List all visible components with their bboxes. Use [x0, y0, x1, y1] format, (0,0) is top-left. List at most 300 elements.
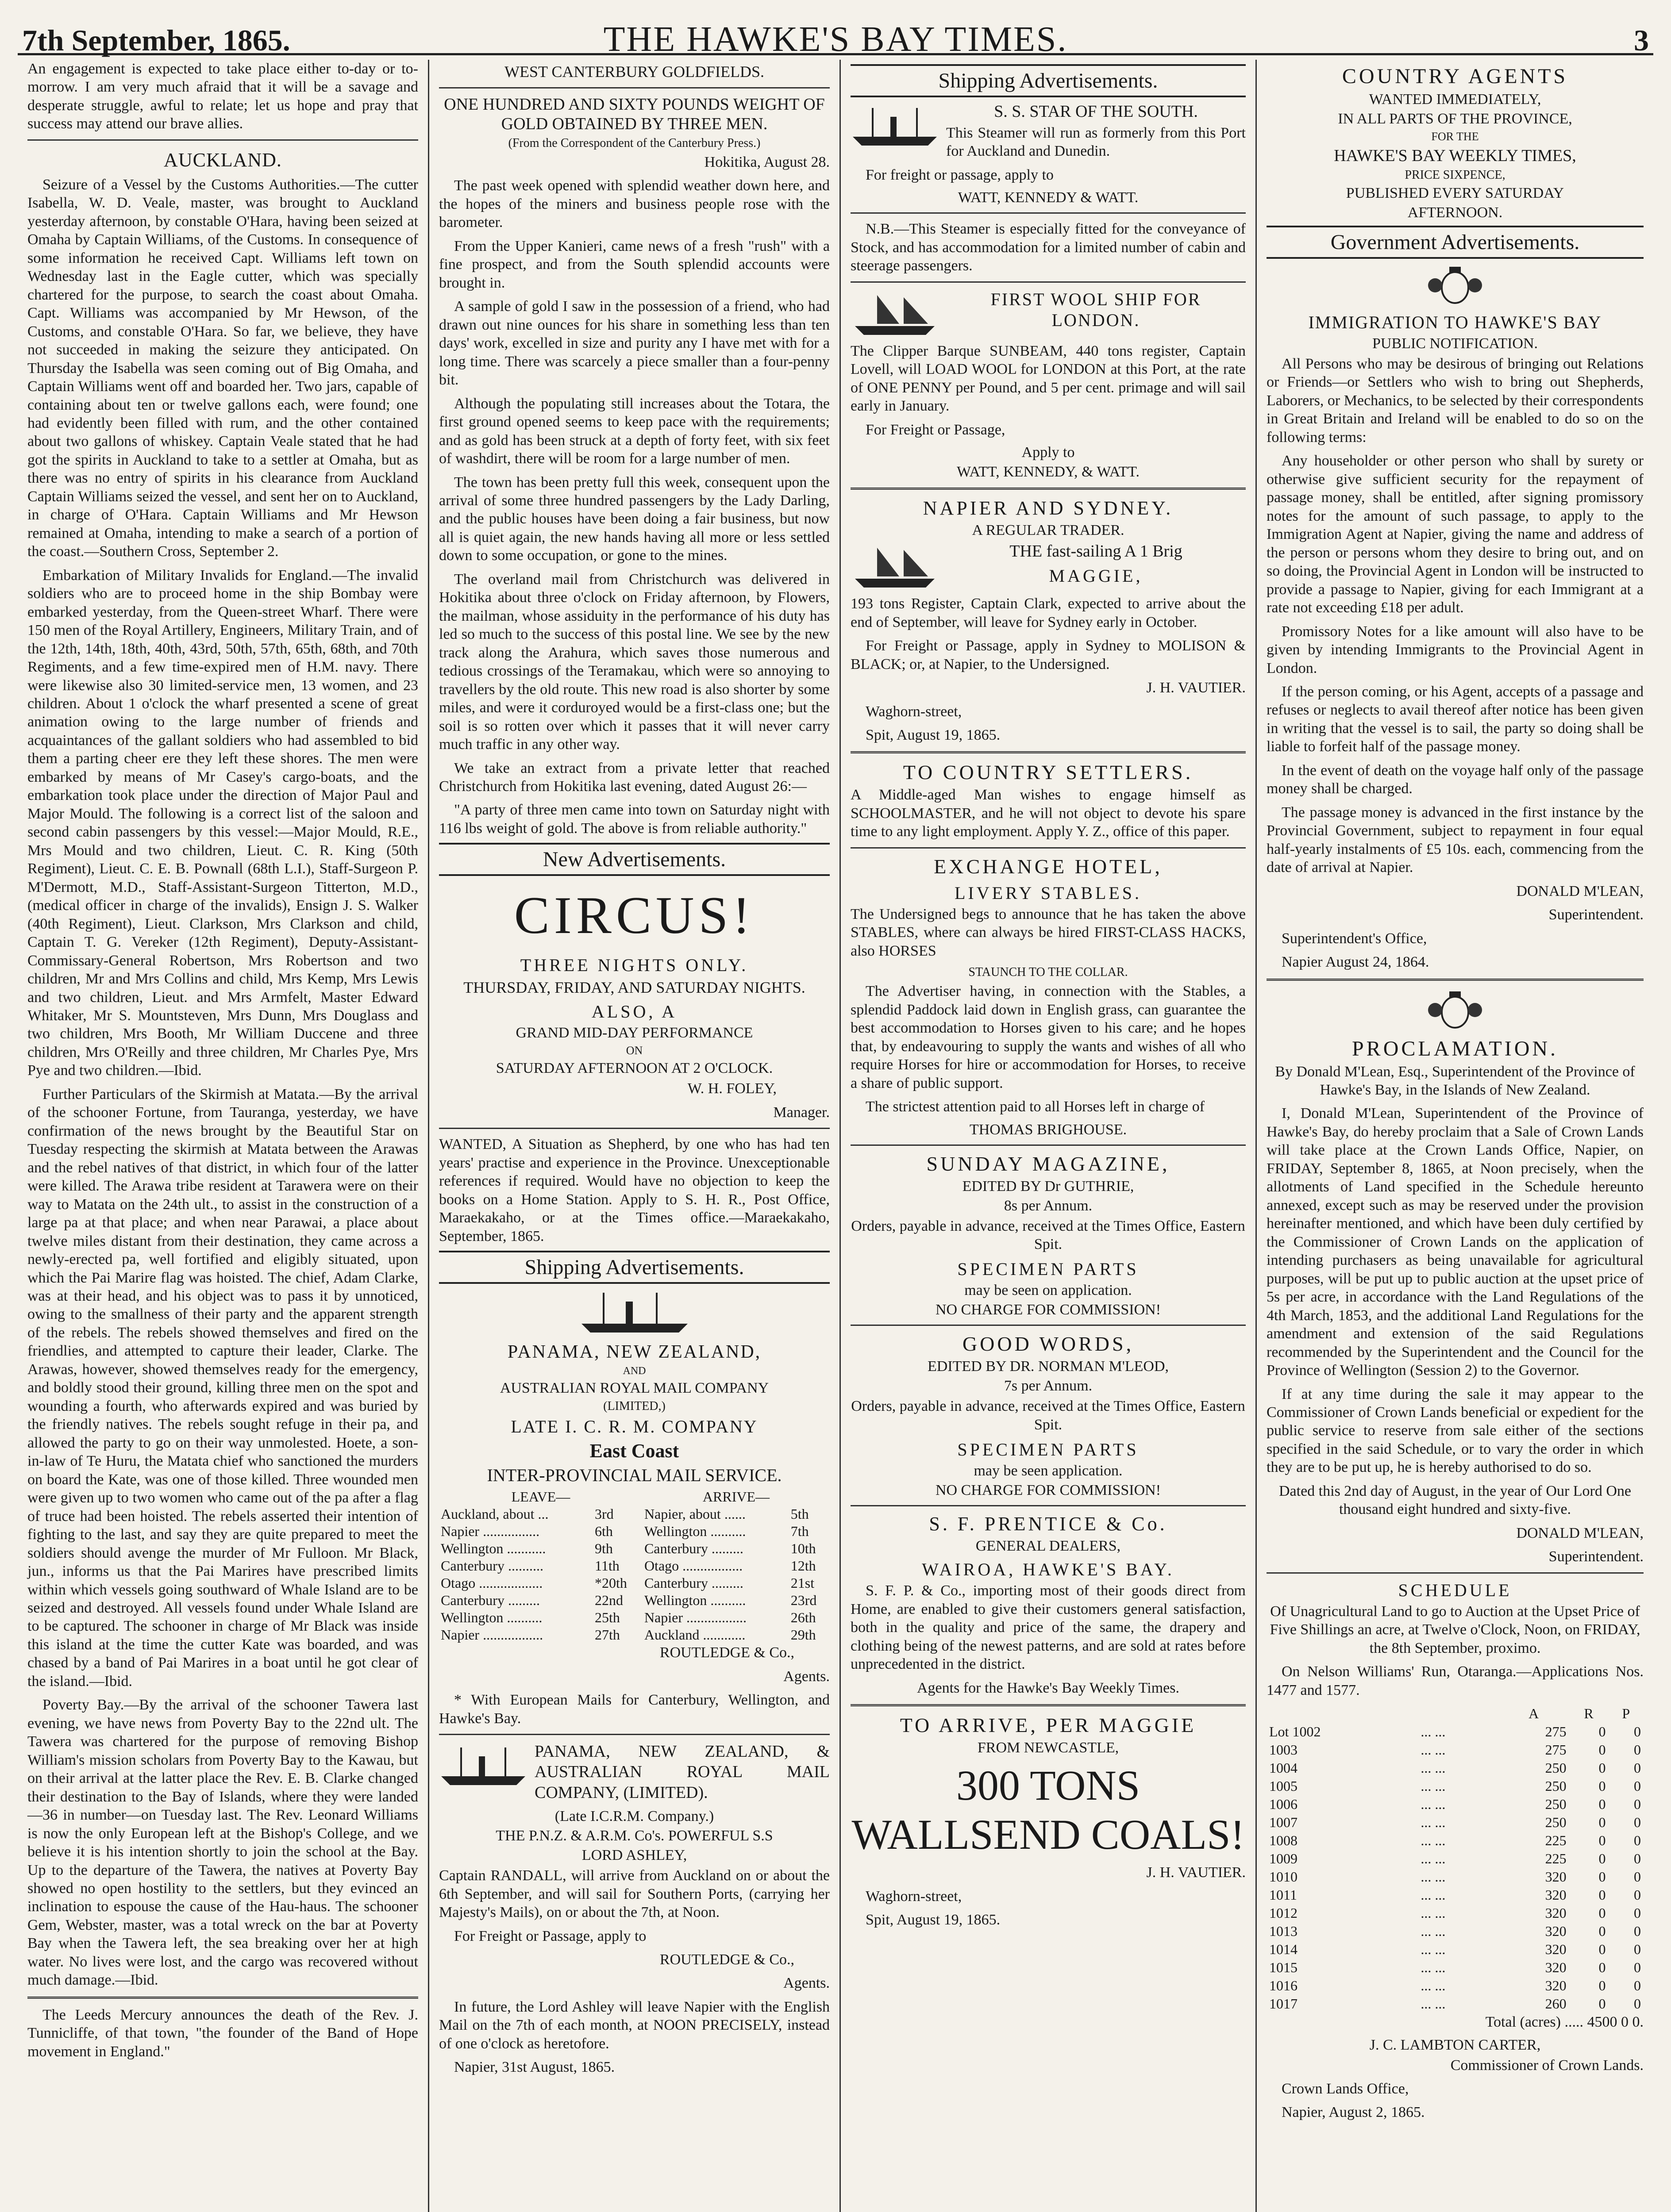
proclamation-title: PROCLAMATION. — [1351, 1037, 1559, 1060]
general-dealers: GENERAL DEALERS, — [975, 1538, 1121, 1555]
total-acres: Total (acres) ..... 4500 0 0. — [1485, 2014, 1644, 2031]
lot-cell: 320 — [1545, 1959, 1567, 1976]
lot-cell: 0 — [1598, 1959, 1606, 1976]
schedule-cell: 21st — [790, 1575, 815, 1591]
column-2 — [429, 60, 841, 2212]
lot-cell: 250 — [1545, 1760, 1567, 1776]
lot-cell: 0 — [1598, 1941, 1606, 1958]
immigration-text: In the event of death on the voyage half only of the passage money shall be charged. — [1267, 762, 1644, 797]
lot-dots: ... ... — [1421, 1724, 1446, 1740]
lot-cell: 1017 — [1269, 1996, 1298, 2012]
lot-cell: 275 — [1545, 1724, 1567, 1740]
freight-apply: For Freight or Passage, apply to — [454, 1928, 647, 1944]
lot-row — [1267, 1777, 1644, 1795]
article-invalids: Embarkation of Military Invalids for England.—The invalid soldiers who are to proceed home in the ship Bombay were embarked yesterday, from the Queen-street Wharf. There were 150 men of the Royal Artillery, Engineers, Military Train, and of the 12th, 14th, 18th, 40th, 43rd, 50th, 57th, 65th, 68th, and 70th Regiments, and a few time-expired men of H.M. navy. There were likewise also 30 limited-service men, 13 women, and 23 children. About 1 o'clock the wharf presented a scene of great animation owing to the large number of friends and acquaintances of the gallant soldiers who had assembled to bid them a parting cheer ere they left these shores. The men were embarked by means of Mr Casey's cargo-boats, and the embarkation took place under the direction of Major Paul and Major Mould. The following is a correct list of the saloon and second cabin passengers by this vessel:—Major Mould, R.E., Mrs Mould and two children, Lieut. C. R. King (50th Regiment), Lieut. C. E. B. Pownall (68th L.I.), Staff-Surgeon P. M'Dermott, M.D., Staff-Assistant-Surgeon Titterton, M.D., (medical officer in charge of the invalids), Ensign J. S. Walker (40th Regiment), Lieut. Clarkson, Mrs Clarkson and child, Captain T. G. Vereker (12th Regiment), Deputy-Assistant-Commissary-General Robertson, Mrs Robertson and two children, Mr and Mrs Collins and child, Mrs Kemp, Mrs Lewis and two children, Lieut. and Mrs Armfelt, Master Edward Whitaker, Mr S. Mountsteven, Mrs Dunn, Mrs Douglass and two children, Mrs Booth, Mr William Duccene and three children, Mrs O'Reilly and three children, Mr Charles Pye, Mrs Pye and two children.—Ibid. — [27, 567, 418, 1079]
sunbeam-text: The Clipper Barque SUNBEAM, 440 tons register, Captain Lovell, will LOAD WOOL for LONDON at this Port, at the rate of ONE PENNY per Pound, and 5 per cent. primage and will sail early in January. — [851, 342, 1246, 415]
lot-cell: 0 — [1598, 1760, 1606, 1776]
arrive-header: ARRIVE— — [702, 1489, 770, 1505]
lot-cell: 225 — [1545, 1851, 1567, 1867]
star-of-south: S. S. STAR OF THE SOUTH. — [994, 102, 1198, 121]
schedule-cell: Napier ................. — [441, 1627, 543, 1643]
lot-cell: Lot 1002 — [1269, 1724, 1321, 1740]
lot-cell: 0 — [1634, 1724, 1641, 1740]
masthead — [18, 0, 1653, 59]
lot-dots: ... ... — [1421, 1905, 1446, 1921]
lot-cell: 1009 — [1269, 1851, 1298, 1867]
lot-cell: 1006 — [1269, 1796, 1298, 1813]
col-p: P — [1622, 1705, 1630, 1722]
new-advertisements-banner: New Advertisements. — [439, 843, 830, 876]
freight-apply: For freight or passage, apply to — [866, 166, 1054, 183]
staunch: STAUNCH TO THE COLLAR. — [968, 965, 1128, 979]
schedule-cell: Wellington .......... — [441, 1609, 543, 1626]
lot-cell: 1007 — [1269, 1814, 1298, 1831]
schedule-cell: 11th — [595, 1558, 620, 1574]
schedule-row — [439, 1557, 830, 1575]
circus-on: ON — [626, 1044, 643, 1057]
divider — [851, 1505, 1246, 1506]
lot-row — [1267, 1759, 1644, 1777]
lot-cell: 0 — [1634, 1778, 1641, 1794]
paper-title: THE HAWKE'S BAY TIMES. — [603, 20, 1068, 59]
from-newcastle: FROM NEWCASTLE, — [977, 1740, 1119, 1756]
mail-schedule-table — [439, 1488, 830, 1644]
goldfields-headline: ONE HUNDRED AND SIXTY POUNDS WEIGHT OF GOLD OBTAINED BY THREE MEN. — [444, 95, 825, 133]
lot-cell: 0 — [1634, 1905, 1641, 1921]
schedule-cell: 10th — [790, 1540, 816, 1557]
prentice: S. F. PRENTICE & Co. — [929, 1513, 1167, 1535]
carter: J. C. LAMBTON CARTER, — [1369, 2036, 1541, 2053]
lot-cell: 0 — [1598, 1996, 1606, 2012]
lot-dots: ... ... — [1421, 1869, 1446, 1885]
lot-cell: 1008 — [1269, 1832, 1298, 1849]
lot-cell: 0 — [1598, 1923, 1606, 1939]
good-words: GOOD WORDS, — [962, 1333, 1134, 1356]
schedule-cell: Napier ................. — [644, 1609, 747, 1626]
article-text: We take an extract from a private letter that reached Christchurch from Hokitika last evening, dated August 26:— — [439, 760, 830, 795]
schedule-row — [439, 1540, 830, 1557]
vautier: J. H. VAUTIER. — [1146, 680, 1246, 696]
lot-dots: ... ... — [1421, 1814, 1446, 1831]
divider — [27, 1997, 418, 1999]
seen-application-2: may be seen application. — [974, 1463, 1123, 1479]
lot-cell: 260 — [1545, 1996, 1567, 2012]
circus-title: CIRCUS! — [514, 886, 755, 945]
lot-cell: 0 — [1598, 1905, 1606, 1921]
schedule-cell: Wellington .......... — [644, 1592, 746, 1609]
article-text: The past week opened with splendid weather down here, and the hopes of the miners and business people rose with the barometer. — [439, 177, 830, 231]
schedule-cell: 29th — [790, 1627, 816, 1643]
lot-cell: 0 — [1634, 1832, 1641, 1849]
star-text: This Steamer will run as formerly from this Port for Auckland and Dunedin. — [946, 125, 1246, 160]
panama-limited: (LIMITED,) — [603, 1399, 666, 1413]
first-wool-ship: FIRST WOOL SHIP FOR LONDON. — [990, 289, 1201, 330]
powerful: THE P.N.Z. & A.R.M. Co's. POWERFUL S.S — [496, 1828, 773, 1844]
lot-cell: 0 — [1634, 1814, 1641, 1831]
divider — [851, 1325, 1246, 1326]
for-the: FOR THE — [1431, 130, 1479, 143]
article-skirmish: Further Particulars of the Skirmish at Matata.—By the arrival of the schooner Fortune, from Tauranga, yesterday, we have confirmation of the news brought by the Beautiful Star on Tuesday respecting the skirmish at Matata between the Arawas and the rebel natives of that district, in which four of the latter were killed. The Arawa tribe resident at Tarawera were on their way to Matata on the 24th ult., to assist in the construction of a large pa at that place; and when near Parawai, a place about twelve miles distant from their destination, they came across a newly-erected pa, well fortified and eligibly situated, upon which the Pai Marire flag was hoisted. The chief, Adam Clarke, was at their head, and his object was to pass it by unnoticed, owing to the smallness of their party and the apparent strength of the rebels. The rebels showed themselves and fired on the friendlies, and attempted to capture their leader, Clarke. The Arawas, however, showed themselves ready for the emergency, and boldly stood their ground, killing three men on the spot and wounding a fourth, who afterwards expired and was buried by the friendly natives. The rebels sought refuge in their pa, and allowed the party to go on their way unmolested. Hoete, a son-in-law of Te Huru, the Matata chief who sanctioned the murders on board the Kate, was one of those killed. Three wounded men were given up to two women who came out of the pa after a flag of truce had been hoisted. The rebels asserted their intention of fighting to the last, and say they are quite prepared to meet the soldiers should avenge the murder of Mr Fulloon. Mr Black, jun., informs us that the Pai Marires have prescribed limits within which vessels going southward of Whale Island are to be seized and destroyed. All vessels found under Whale Island are to be captured. The schooner in charge of Mr Black was inside this island at the time the cutter Kate was boarded, and was chased by a band of Pai Marires in a boat until he got clear of the island.—Ibid. — [27, 1086, 418, 1690]
immigration-text: Any householder or other person who shall by surety or otherwise give sufficient security for the repayment of passage money, shall be entitled, after signing promissory notes for the amount of such passage, to apply to the Immigration Agent at Napier, giving the name and address of the person or persons whom they desire to bring out, and on so doing, the Provincial Agent in London will be instructed to provide a passage to Napier, giving for each Immigrant at a rate not exceeding £18 per adult. — [1267, 453, 1644, 616]
lot-cell: 0 — [1634, 1851, 1641, 1867]
circus-saturday: SATURDAY AFTERNOON AT 2 O'CLOCK. — [496, 1060, 773, 1077]
watt-kennedy-2: WATT, KENNEDY, & WATT. — [957, 464, 1140, 480]
lot-cell: 1015 — [1269, 1959, 1298, 1976]
proclamation-ifany: If at any time during the sale it may appear to the Commissioner of Crown Lands beneficial or expedient for the public service to reserve from sale either of the sections specified in the said Schedule, or to vary the order in which they are to be put up, he is hereby authorised to do so. — [1267, 1386, 1644, 1476]
section-heading-auckland: AUCKLAND. — [164, 149, 282, 171]
column-4 — [1257, 60, 1653, 2212]
divider — [851, 1704, 1246, 1706]
goldfields-heading: WEST CANTERBURY GOLDFIELDS. — [504, 63, 765, 81]
lot-row — [1267, 1723, 1644, 1741]
schedule-cell: 7th — [790, 1523, 809, 1540]
to-arrive: TO ARRIVE, PER MAGGIE — [900, 1714, 1197, 1737]
lot-cell: 0 — [1598, 1869, 1606, 1885]
article-text: The town has been pretty full this week, consequent upon the arrival of some three hundred passengers by the Lady Darling, and the public houses have been doing a fair business, but now all is quiet again, the new hands having all more or less settled down to some occupation, or gone to the mines. — [439, 474, 830, 564]
article-text: The overland mail from Christchurch was delivered in Hokitika about three o'clock on Friday afternoon, by Flowers, the mailman, whose assiduity in the performance of his duty has led so much to the success of this postal line. We see by the new track along the Arahura, which saves those numerous and tedious crossings of the Teramakau, which were so annoying to travellers by the old route. This new road is also shorter by some miles, and were it corduroyed would be a first-class one; but the soil is so rotten over which it passes that it will never carry much traffic in any other way. — [439, 571, 830, 753]
commissioner: Commissioner of Crown Lands. — [1450, 2057, 1644, 2074]
lot-dots: ... ... — [1421, 1959, 1446, 1976]
lot-cell: 320 — [1545, 1869, 1567, 1885]
divider — [851, 847, 1246, 849]
lot-row — [1267, 1959, 1644, 1977]
schedule-cell: 27th — [595, 1627, 620, 1643]
lot-row — [1267, 1850, 1644, 1868]
sfp-text: S. F. P. & Co., importing most of their goods direct from Home, are enabled to give their customers general satisfaction, both in the quality and price of the same, the drapery and clothing being of the newest patterns, and are sold at rates before unprecedented in the district. — [851, 1582, 1246, 1673]
lot-dots: ... ... — [1421, 1923, 1446, 1939]
schedule-cell: Wellington .......... — [644, 1523, 746, 1540]
wanted-immediately: WANTED IMMEDIATELY, — [1369, 91, 1541, 108]
apply-to: Apply to — [1021, 444, 1075, 461]
article-text: An engagement is expected to take place either to-day or to-morrow. I am very much afraid that it will be a savage and desperate struggle, awful to relate; let us hope and pray that success may attend our brave allies. — [27, 61, 418, 132]
lot-row — [1267, 1868, 1644, 1886]
maggie-text: 193 tons Register, Captain Clark, expected to arrive about the end of September, will leave for Sydney early in October. — [851, 595, 1246, 630]
lot-cell: 225 — [1545, 1832, 1567, 1849]
country-agents: COUNTRY AGENTS — [1342, 65, 1568, 88]
schedule-cell: Napier, about ...... — [644, 1506, 746, 1522]
divider — [851, 488, 1246, 490]
immigration-text: All Persons who may be desirous of bringing out Relations or Friends—or Settlers who wish to bring out Shepherds, Laborers, or Mechanics, to be selected by their correspondents in Great Britain and Ireland will be enabled to do so on the following terms: — [1267, 356, 1644, 445]
seen-application: may be seen on application. — [964, 1282, 1132, 1299]
lot-cell: 0 — [1634, 1742, 1641, 1758]
circus-grand: GRAND MID-DAY PERFORMANCE — [516, 1025, 753, 1041]
lot-cell: 1010 — [1269, 1869, 1298, 1885]
wallsend-coals: 300 TONS WALLSEND COALS! — [851, 1762, 1245, 1859]
lot-cell: 0 — [1634, 1978, 1641, 1994]
schedule-cell: Canterbury ......... — [441, 1592, 540, 1609]
lot-dots: ... ... — [1421, 1851, 1446, 1867]
schedule-cell: 26th — [790, 1609, 816, 1626]
price-sixpence: PRICE SIXPENCE, — [1405, 168, 1505, 182]
page-number: 3 — [1634, 23, 1649, 57]
agents2: Agents. — [783, 1975, 830, 1992]
divider — [439, 1734, 830, 1735]
lot-cell: 0 — [1598, 1742, 1606, 1758]
no-charge: NO CHARGE FOR COMMISSION! — [935, 1302, 1161, 1318]
panama-title: PANAMA, NEW ZEALAND, — [507, 1342, 762, 1363]
divider — [851, 281, 1246, 283]
panama-and: AND — [623, 1365, 646, 1377]
routledge: ROUTLEDGE & Co., — [659, 1644, 794, 1661]
maggie-heading: THE fast-sailing A 1 Brig — [1009, 542, 1182, 561]
lot-cell: 1005 — [1269, 1778, 1298, 1794]
crown-lands-office: Crown Lands Office, — [1282, 2081, 1409, 2097]
lot-dots: ... ... — [1421, 1760, 1446, 1776]
article-poverty-bay: Poverty Bay.—By the arrival of the schooner Tawera last evening, we have news from Poverty Bay to the 22nd ult. The Tawera was chartered for the purpose of removing Bishop William's mission scholars from Poverty Bay to the Kawau, but on their arrival at the latter place the Rev. E. B. Clarke changed their destination to the Bay of Islands, where they were landed—36 in number—on Tuesday last. The Rev. Leonard Williams is now the only European left at the Bishop's College, and we believe it is his intention shortly to join the school at the Bay. Up to the departure of the Tawera, the natives at Poverty Bay showed no open hostility to the settlers, but they evinced an inclination to espouse the cause of the Hau-haus. The schooner Gem, Webster, master, was a total wreck on the bar at Poverty Bay when the Tawera left, the sea breaking over her at high water. No lives were lost, and the cargo was recovered without much damage.—Ibid. — [27, 1697, 418, 1989]
lot-cell: 0 — [1634, 1941, 1641, 1958]
lot-cell: 320 — [1545, 1887, 1567, 1903]
schedule-cell: Napier ................ — [441, 1523, 540, 1540]
lot-cell: 275 — [1545, 1742, 1567, 1758]
schedule-row — [439, 1523, 830, 1540]
article-leeds: The Leeds Mercury announces the death of the Rev. J. Tunnicliffe, of that town, "the founder of the Band of Hope movement in England." — [27, 2006, 418, 2060]
divider — [851, 751, 1246, 753]
divider — [1267, 979, 1644, 981]
mail-note: * With European Mails for Canterbury, Wellington, and Hawke's Bay. — [439, 1692, 830, 1727]
schedule-cell: Otago .................. — [441, 1575, 543, 1591]
lot-cell: 1016 — [1269, 1978, 1298, 1994]
lot-cell: 320 — [1545, 1905, 1567, 1921]
orders-text: Orders, payable in advance, received at the Times Office, Eastern Spit. — [851, 1217, 1245, 1252]
ashley-text: Captain RANDALL, will arrive from Auckland on or about the 6th September, and will sail for Southern Ports, (carrying her Majesty's Mails), on or about the 7th, at Noon. — [439, 1867, 830, 1921]
panama-late: LATE I. C. R. M. COMPANY — [511, 1417, 758, 1437]
article-text: A sample of gold I saw in the possession of a friend, who had drawn out nine ounces for his share in something less than ten days' work, excelled in size and purity any I have met with for a long time. There was scarcely a piece smaller than a four-penny bit. — [439, 298, 830, 388]
column-1 — [18, 60, 429, 2212]
circus-days: THURSDAY, FRIDAY, AND SATURDAY NIGHTS. — [463, 979, 805, 997]
circus-manager: Manager. — [773, 1104, 830, 1121]
lot-cell: 1013 — [1269, 1923, 1298, 1939]
lot-row — [1267, 1904, 1644, 1922]
lot-row — [1267, 1995, 1644, 2013]
panama2-late: (Late I.C.R.M. Company.) — [554, 1808, 714, 1825]
superintendent: Superintendent. — [1548, 906, 1644, 923]
schedule-cell: Canterbury ......... — [644, 1575, 743, 1591]
price-annum-2: 7s per Annum. — [1004, 1378, 1093, 1394]
guthrie: EDITED BY Dr GUTHRIE, — [962, 1178, 1134, 1194]
no-charge-2: NO CHARGE FOR COMMISSION! — [935, 1482, 1161, 1499]
lot-dots: ... ... — [1421, 1978, 1446, 1994]
mleod: EDITED BY DR. NORMAN M'LEOD, — [927, 1358, 1169, 1375]
lot-cell: 0 — [1634, 1923, 1641, 1939]
article-text: Although the populating still increases about the Totara, the first ground opened seems to keep pace with the requirements; and as gold has been struck at a depth of forty feet, with six feet of washdirt, there will be room for a large number of men. — [439, 395, 830, 467]
vautier-2: J. H. VAUTIER. — [1146, 1864, 1246, 1881]
correspondent-note: (From the Correspondent of the Canterbury Press.) — [508, 136, 761, 150]
lot-dots: ... ... — [1421, 1996, 1446, 2012]
all-parts: IN ALL PARTS OF THE PROVINCE, — [1338, 111, 1572, 127]
divider — [27, 139, 418, 141]
lot-cell: 320 — [1545, 1978, 1567, 1994]
to-country-settlers: TO COUNTRY SETTLERS. — [903, 761, 1194, 784]
circus-nights: THREE NIGHTS ONLY. — [520, 955, 749, 975]
public-notification: PUBLIC NOTIFICATION. — [1372, 335, 1538, 352]
schedule-row — [439, 1592, 830, 1609]
schedule-cell: 3rd — [595, 1506, 614, 1522]
freight-passage: For Freight or Passage, — [866, 421, 1005, 438]
article-seizure: Seizure of a Vessel by the Customs Authorities.—The cutter Isabella, W. D. Veale, master, was brought to Auckland yesterday afternoon, by constable O'Hara, having been seized at Omaha by Captain Williams, of the Customs. In consequence of some information he received Capt. Williams left town on Wednesday last in the Eagle cutter, which was specially chartered for the purpose, to search the coast about Omaha. Capt. Williams was accompanied by Mr Hewson, of the Customs, and constable O'Hara. So far, we believe, they have not succeeded in making the seizure they anticipated. On Thursday the Isabella was seen coming out of Big Omaha, and Captain Williams went off and boarded her. Two jars, capable of containing about ten or twelve gallons each, were found; one had evidently been filled with rum, and the other contained about two gallons of whiskey. Captain Veale stated that he had got the spirits in Auckland to take to a settler at Omaha, but as there was no entry of spirits in his clearance from Auckland Captain Williams seized the vessel, and sent her on to Auckland, in charge of O'Hara. Captain Williams and Mr Hewson remained at Omaha, intending to make a search of a portion of the coast.—Southern Cross, September 2. — [27, 176, 418, 560]
sunday-magazine: SUNDAY MAGAZINE, — [926, 1152, 1170, 1175]
steamship-icon — [439, 1743, 527, 1792]
watt-kennedy: WATT, KENNEDY & WATT. — [958, 189, 1139, 206]
signature-mlean-2: DONALD M'LEAN, — [1516, 1525, 1644, 1541]
spit-date: Spit, August 19, 1865. — [866, 726, 1001, 743]
schoolmaster-text: A Middle-aged Man wishes to engage himself as SCHOOLMASTER, and he will not object to devote his spare time to any light employment. Apply Y. Z., office of this paper. — [851, 787, 1246, 840]
livery-stables: LIVERY STABLES. — [954, 883, 1142, 903]
article-text: From the Upper Kanieri, came news of a fresh "rush" with a fine prospect, and from the South splendid accounts were brought in. — [439, 238, 830, 291]
schedule-text: Of Unagricultural Land to go to Auction at the Upset Price of Five Shillings an acre, at Twelve o'Clock, Noon, on FRIDAY, the 8th September, proximo. — [1270, 1603, 1640, 1656]
superintendent-2: Superintendent. — [1548, 1548, 1644, 1565]
signature-mlean: DONALD M'LEAN, — [1516, 883, 1644, 899]
government-advertisements-banner: Government Advertisements. — [1267, 226, 1644, 259]
waghorn: Waghorn-street, — [866, 703, 962, 720]
divider — [851, 212, 1246, 214]
exchange-hotel: EXCHANGE HOTEL, — [934, 855, 1163, 878]
lot-cell: 1014 — [1269, 1941, 1298, 1958]
advertiser-text: The Advertiser having, in connection with the Stables, a splendid Paddock laid down in English grass, can guarantee the best accommodation to Horses given to his care; and he hopes that, by endeavouring to supply the wants and wishes of all who require Horses for hire or accommodation for Horses, to receive a share of public support. — [851, 983, 1246, 1091]
lot-cell: 320 — [1545, 1923, 1567, 1939]
proclamation-text: I, Donald M'Lean, Superintendent of the Province of Hawke's Bay, do hereby proclaim that a Sale of Crown Lands will take place at the Crown Lands Office, Napier, on FRIDAY, September 8, 1865, at Noon precisely, when the allotments of Land specified in the Schedule hereunto annexed, except such as may be reserved under the provision hereinafter mentioned, and which have been duly certified by the Commissioner of Crown Lands on the application of intending purchasers as being unavailable for agricultural purposes, will be put up to public auction at the upset price of 5s per acre, in accordance with the Land Regulations of the 4th March, 1853, and the additional Land Regulations for the amendment and extension of the said Regulations recommended by the Superintendent and the Council for the Province of Wellington (Session 2) to the Governor. — [1267, 1105, 1644, 1379]
royal-crest-icon — [1422, 263, 1488, 307]
schedule-cell: 22nd — [595, 1592, 624, 1609]
lot-cell: 250 — [1545, 1796, 1567, 1813]
lot-row — [1267, 1922, 1644, 1940]
lot-cell: 320 — [1545, 1941, 1567, 1958]
leave-header: LEAVE— — [511, 1489, 570, 1505]
lot-row — [1267, 1940, 1644, 1959]
immigration-text: The passage money is advanced in the first instance by the Provincial Government, subject to repayment in four equal half-yearly instalments of £5 10s. each, commencing from the date of arrival at Napier. — [1267, 804, 1644, 876]
proclamation-dated: Dated this 2nd day of August, in the year of Our Lord One thousand eight hundred and sixty-five. — [1279, 1482, 1631, 1518]
lot-row — [1267, 1795, 1644, 1813]
schedule-cell: 12th — [790, 1558, 816, 1574]
weekly-times: HAWKE'S BAY WEEKLY TIMES, — [1334, 146, 1576, 165]
shipping-advertisements-banner: Shipping Advertisements. — [851, 64, 1246, 97]
lot-dots: ... ... — [1421, 1941, 1446, 1958]
inter-provincial: INTER-PROVINCIAL MAIL SERVICE. — [487, 1465, 782, 1486]
column-3 — [841, 60, 1257, 2212]
ad-wanted-shepherd: WANTED, A Situation as Shepherd, by one who has had ten years' practise and experience in the Province. Unexceptionable references if required. Would have no objection to keep the books on a Home Station. Apply to S. H. R., Post Office, Maraekakaho, or at the Times office.—Maraekakaho, September, 1865. — [439, 1136, 830, 1244]
stables-text: The Undersigned begs to announce that he has taken the above STABLES, where can always be hired FIRST-CLASS HACKS, also HORSES — [851, 906, 1246, 959]
schedule-row — [439, 1575, 830, 1592]
schedule-row — [439, 1505, 830, 1523]
lot-dots: ... ... — [1421, 1742, 1446, 1758]
immigration-text: If the person coming, or his Agent, accepts of a passage and refuses or neglects to avail thereof after notice has been given in writing that the vessel is to sail, the party so doing shall be liable to forfeit half of the passage money. — [1267, 683, 1644, 755]
lot-row — [1267, 1813, 1644, 1832]
schedule-cell: Canterbury .......... — [441, 1558, 543, 1574]
divider — [439, 1128, 830, 1129]
afternoon: AFTERNOON. — [1407, 204, 1503, 221]
lot-cell: 0 — [1598, 1851, 1606, 1867]
shipping-advertisements-banner: Shipping Advertisements. — [439, 1251, 830, 1284]
lot-dots: ... ... — [1421, 1832, 1446, 1849]
lot-cell: 0 — [1634, 1959, 1641, 1976]
lot-cell: 1003 — [1269, 1742, 1298, 1758]
circus-foley: W. H. FOLEY, — [687, 1080, 777, 1097]
dateline: Hokitika, August 28. — [704, 154, 830, 170]
sailing-ship-icon — [851, 291, 939, 339]
lot-row — [1267, 1832, 1644, 1850]
lot-cell: 1011 — [1269, 1887, 1297, 1903]
schedule-cell: 5th — [790, 1506, 809, 1522]
schedule-cell: Auckland ............ — [644, 1627, 746, 1643]
schedule-cell: 25th — [595, 1609, 620, 1626]
east-coast: East Coast — [589, 1440, 679, 1462]
lot-cell: 0 — [1634, 1760, 1641, 1776]
lot-cell: 1004 — [1269, 1760, 1298, 1776]
specimen-parts-2: SPECIMEN PARTS — [957, 1440, 1139, 1460]
napier-date: Napier, 31st August, 1865. — [454, 2059, 615, 2076]
immigration-text: Promissory Notes for a like amount will also have to be given by intending Immigrants to the Provincial Agent in London. — [1267, 623, 1644, 676]
schedule-cell: 23rd — [790, 1592, 817, 1609]
lot-cell: 0 — [1634, 1887, 1641, 1903]
steamship-icon — [851, 104, 939, 152]
lot-cell: 250 — [1545, 1814, 1567, 1831]
divider — [1267, 1572, 1644, 1574]
strictest-text: The strictest attention paid to all Horses left in charge of — [866, 1098, 1205, 1115]
steamship-icon — [577, 1288, 692, 1337]
schedule-cell: 6th — [595, 1523, 613, 1540]
divider — [439, 87, 830, 88]
schedule-row — [439, 1626, 830, 1644]
maggie-apply: For Freight or Passage, apply in Sydney to MOLISON & BLACK; or, at Napier, to the Undersigned. — [851, 637, 1246, 672]
lots-table — [1267, 1705, 1644, 2013]
issue-date: 7th September, 1865. — [22, 23, 290, 57]
routledge2: ROUTLEDGE & Co., — [659, 1951, 794, 1968]
future-note: In future, the Lord Ashley will leave Napier with the English Mail on the 7th of each month, at NOON PRECISELY, instead of one o'clock as heretofore. — [439, 1998, 830, 2052]
lot-cell: 0 — [1634, 1869, 1641, 1885]
nb-text: N.B.—This Steamer is especially fitted for the conveyance of Stock, and has accommodation for a limited number of cabin and steerage passengers. — [851, 221, 1246, 274]
panama2-title: PANAMA, NEW ZEALAND, & AUSTRALIAN ROYAL MAIL COMPANY, (LIMITED). — [535, 1742, 830, 1802]
circus-also: ALSO, A — [591, 1002, 678, 1022]
columns — [18, 60, 1653, 2212]
lot-cell: 0 — [1598, 1796, 1606, 1813]
orders-text-2: Orders, payable in advance, received at the Times Office, Eastern Spit. — [851, 1398, 1245, 1433]
lot-row — [1267, 1977, 1644, 1995]
schedule-title: SCHEDULE — [1398, 1580, 1512, 1600]
lot-cell: 250 — [1545, 1778, 1567, 1794]
waghorn-2: Waghorn-street, — [866, 1888, 962, 1905]
proclamation-by: By Donald M'Lean, Esq., Superintendent of the Province of Hawke's Bay, in the Islands of New Zealand. — [1275, 1063, 1635, 1098]
immigration-title: IMMIGRATION TO HAWKE'S BAY — [1308, 312, 1602, 332]
agents: Agents. — [783, 1668, 830, 1685]
agents-for: Agents for the Hawke's Bay Weekly Times. — [917, 1679, 1179, 1696]
napier-sydney: NAPIER AND SYDNEY. — [923, 497, 1174, 519]
schedule-cell: Wellington ........... — [441, 1540, 546, 1557]
published: PUBLISHED EVERY SATURDAY — [1346, 185, 1564, 201]
spit-date-2: Spit, August 19, 1865. — [866, 1912, 1001, 1928]
lot-cell: 0 — [1598, 1832, 1606, 1849]
schedule-row — [439, 1609, 830, 1626]
lot-cell: 0 — [1598, 1778, 1606, 1794]
specimen-parts: SPECIMEN PARTS — [957, 1259, 1139, 1279]
schedule-cell: Canterbury ......... — [644, 1540, 743, 1557]
lot-dots: ... ... — [1421, 1796, 1446, 1813]
col-a: A — [1529, 1705, 1539, 1722]
price-annum: 8s per Annum. — [1004, 1197, 1093, 1214]
schedule-cell: 9th — [595, 1540, 613, 1557]
sailing-ship-icon — [851, 543, 939, 592]
nelson-run: On Nelson Williams' Run, Otaranga.—Applications Nos. 1477 and 1577. — [1267, 1663, 1644, 1698]
maggie-name: MAGGIE, — [1049, 566, 1143, 586]
lot-cell: 0 — [1598, 1814, 1606, 1831]
lot-cell: 0 — [1634, 1796, 1641, 1813]
lot-dots: ... ... — [1421, 1778, 1446, 1794]
schedule-cell: Auckland, about ... — [441, 1506, 549, 1522]
lot-cell: 0 — [1634, 1996, 1641, 2012]
lot-row — [1267, 1886, 1644, 1904]
lot-cell: 1012 — [1269, 1905, 1298, 1921]
napier-date-2: Napier, August 2, 1865. — [1282, 2104, 1425, 2121]
wairoa: WAIROA, HAWKE'S BAY. — [922, 1559, 1174, 1580]
lord-ashley: LORD ASHLEY, — [581, 1847, 687, 1864]
